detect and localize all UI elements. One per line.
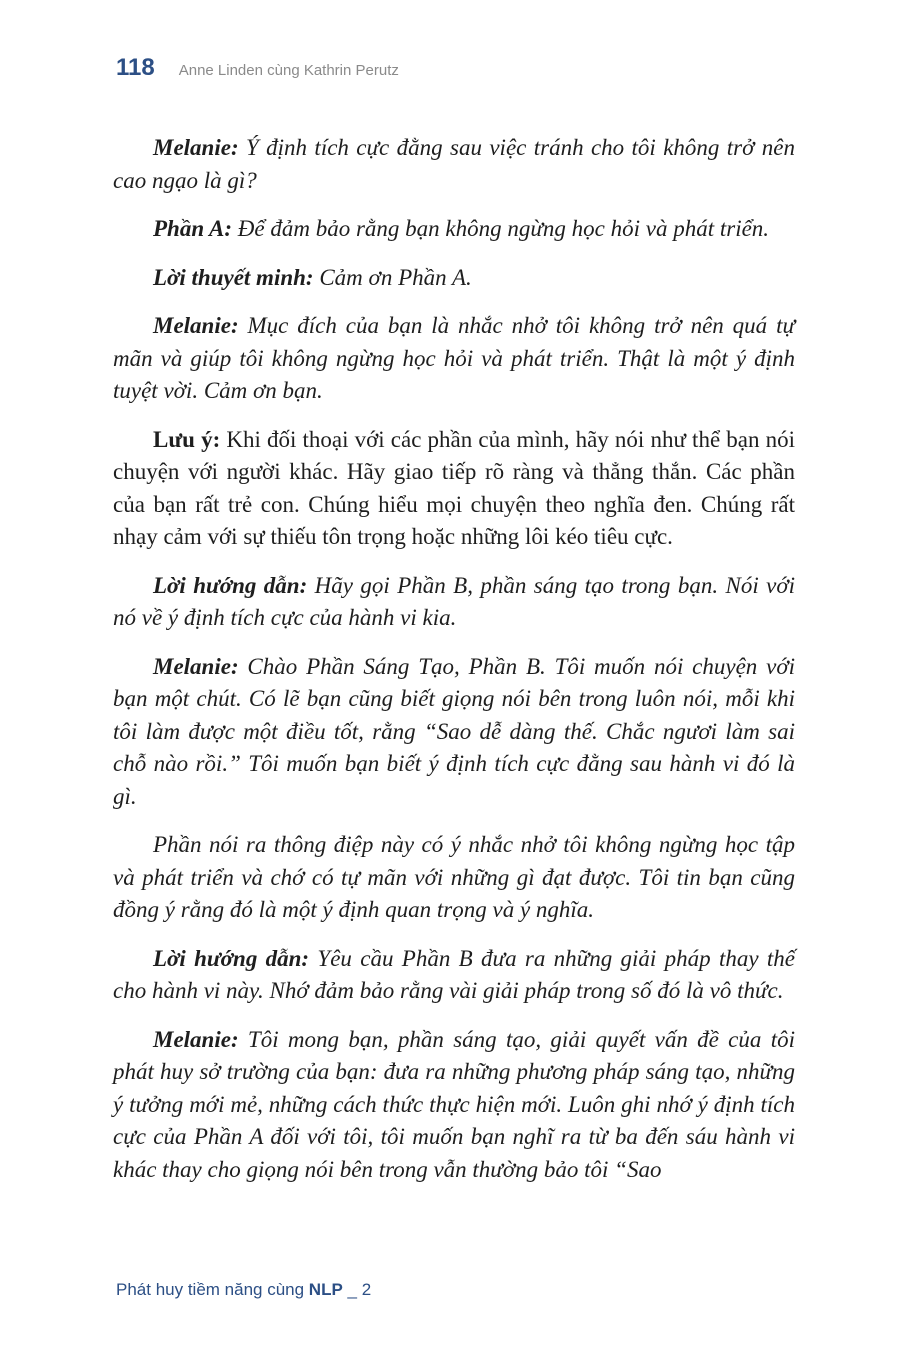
paragraph	[113, 262, 795, 295]
speaker-label: Lời hướng dẫn:	[153, 572, 308, 598]
speaker-label: Lời hướng dẫn:	[153, 945, 310, 971]
paragraph	[113, 132, 795, 197]
series-title-bold: NLP	[308, 1280, 343, 1299]
paragraph-text: Yêu cầu Phần B đưa ra những giải pháp thay thế cho hành vi này. Nhớ đảm bảo rằng vài giải pháp trong số đó là vô thức.	[113, 945, 796, 1003]
note-paragraph	[113, 424, 795, 554]
paragraph-text: Tôi mong bạn, phần sáng tạo, giải quyết vấn đề của tôi phát huy sở trường của bạn: đưa ra những phương pháp sáng tạo, những ý tưởng mới mẻ, những cách thức thực hiện mới. Luôn ghi nhớ ý định tích cực của Phần A đối với tôi, tôi muốn bạn nghĩ ra từ ba đến sáu hành vi khác thay cho giọng nói bên trong vẫn thường bảo tôi “Sao	[113, 1026, 795, 1182]
speaker-label: Melanie:	[153, 1026, 239, 1052]
note-label: Lưu ý:	[153, 426, 221, 452]
page-footer	[116, 1280, 371, 1300]
speaker-label: Melanie:	[153, 653, 239, 679]
paragraph	[113, 310, 795, 408]
paragraph	[113, 829, 795, 927]
speaker-label: Melanie:	[153, 135, 239, 160]
paragraph	[113, 943, 795, 1008]
paragraph-text: Cảm ơn Phần A.	[313, 264, 472, 290]
paragraph	[113, 213, 795, 246]
speaker-label: Lời thuyết minh:	[153, 264, 314, 290]
series-title: Phát huy tiềm năng cùng	[116, 1280, 309, 1299]
paragraph-text: Ý định tích cực đằng sau việc tránh cho tôi không trở nên cao ngạo là gì?	[113, 135, 795, 193]
paragraph	[113, 651, 795, 814]
speaker-label: Phần A:	[153, 216, 233, 241]
paragraph-text: Chào Phần Sáng Tạo, Phần B. Tôi muốn nói chuyện với bạn một chút. Có lẽ bạn cũng biết giọng nói bên trong luôn nói, mỗi khi tôi làm được một điều tốt, rằng “Sao dễ dàng thế. Chắc ngươi làm sai chỗ nào rồi.” Tôi muốn bạn biết ý định tích cực đằng sau hành vi đó là gì.	[113, 653, 795, 809]
paragraph-text: Để đảm bảo rằng bạn không ngừng học hỏi và phát triển.	[232, 216, 770, 241]
paragraph-text: Phần nói ra thông điệp này có ý nhắc nhở tôi không ngừng học tập và phát triển và chớ có tự mãn với những gì đạt được. Tôi tin bạn cũng đồng ý rằng đó là một ý định quan trọng và ý nghĩa.	[113, 832, 795, 922]
speaker-label: Melanie:	[153, 313, 239, 338]
page-number: 118	[116, 54, 155, 81]
page-header	[116, 54, 399, 82]
page-body	[113, 132, 795, 1202]
paragraph	[113, 1024, 795, 1187]
paragraph-text: Mục đích của bạn là nhắc nhở tôi không trở nên quá tự mãn và giúp tôi không ngừng học hỏi và phát triển. Thật là một ý định tuyệt vời. Cảm ơn bạn.	[113, 313, 795, 403]
running-head: Anne Linden cùng Kathrin Perutz	[178, 62, 399, 79]
volume-number: _ 2	[342, 1280, 372, 1299]
paragraph-text: Hãy gọi Phần B, phần sáng tạo trong bạn. Nói với nó về ý định tích cực của hành vi kia.	[113, 572, 796, 630]
paragraph-text: Khi đối thoại với các phần của mình, hãy nói như thể bạn nói chuyện với người khác. Hãy giao tiếp rõ ràng và thẳng thắn. Các phần của bạn rất trẻ con. Chúng hiểu mọi chuyện theo nghĩa đen. Chúng rất nhạy cảm với sự thiếu tôn trọng hoặc những lôi kéo tiêu cực.	[113, 426, 796, 549]
paragraph	[113, 570, 795, 635]
